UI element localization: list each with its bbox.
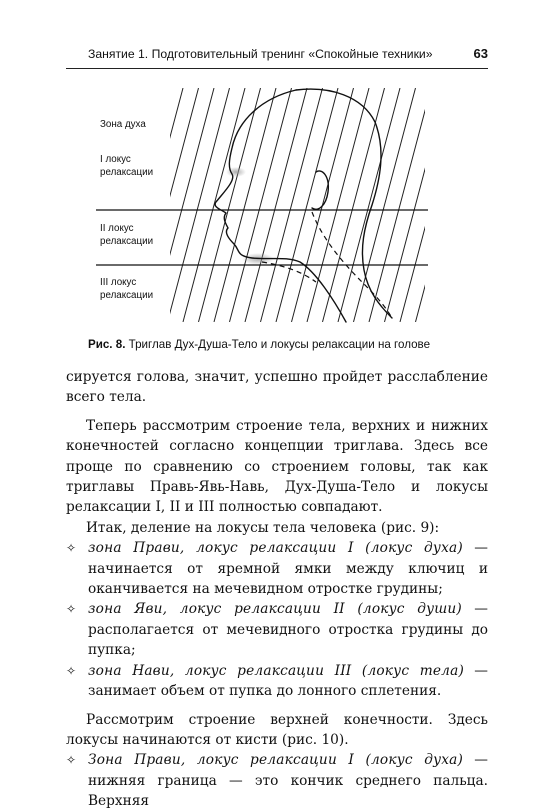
figure-caption [88,338,488,351]
paragraph: Теперь рассмотрим строение тела, верхних и нижних конечностей согласно концепции триглава. Здесь все проще по сравнению со строением головы, так как триглавы Правь-Явь-Навь, Дух-Душа-Тело и локусы релаксации I, II и III полностью совпадают. [66,416,488,518]
hatch-line [416,88,478,322]
hatch-line [385,88,447,322]
caption-label: Рис. 8. [88,338,125,351]
list-item [66,661,488,702]
hatch-line [214,88,276,322]
hatch-line [199,88,261,322]
hatch-line [478,88,540,322]
hatch-line [307,88,369,322]
hatch-line [540,88,547,322]
triglav-head-figure [0,0,547,340]
list-item-term: зона Нави, локус релаксации III (локус тела) [88,663,464,679]
hatch-line [400,88,462,322]
hatch-line [230,88,292,322]
page-number: 63 [474,46,488,61]
hatch-line [276,88,338,322]
zone-label-locus-2: II локус релаксации [100,222,160,248]
bullet-star-icon: ✧ [66,538,88,599]
list-item-term: зона Яви, локус релаксации II (локус души) [88,601,462,617]
head-profile-outline [215,89,392,322]
list-item-text: — нижняя граница — это кончик среднего пальца. Верхняя [88,752,488,809]
bullet-star-icon: ✧ [66,599,88,660]
hatch-line [369,88,431,322]
caption-text: Триглав Дух-Душа-Тело и локусы релаксации на голове [129,338,430,351]
hatch-line [183,88,245,322]
list-item [66,750,488,811]
list-item-text: — занимает объем от пупка до лонного сплетения. [88,663,488,699]
list-item [66,599,488,660]
hatch-line [168,88,230,322]
bullet-star-icon: ✧ [66,661,88,702]
hatch-line [509,88,547,322]
list-item-text: — начинается от яремной ямки между ключиц и оканчивается на мечевидном отростке грудины; [88,540,488,597]
hatch-line [354,88,416,322]
list-item [66,538,488,599]
paragraph: Рассмотрим строение верхней конечности. Здесь локусы начинаются от кисти (рис. 10). [66,710,488,751]
list-item-term: Зона Прави, локус релаксации I (локус духа) [88,752,463,768]
hatch-line [261,88,323,322]
hatch-line [431,88,493,322]
list-item-term: зона Прави, локус релаксации I (локус духа) [88,540,463,556]
hatch-line [447,88,509,322]
zone-label-spirit: Зона духа [100,118,146,131]
hatch-line [493,88,547,322]
hatch-line [245,88,307,322]
hatch-line [524,88,547,322]
shade-brow [226,167,246,177]
body-text [66,367,488,812]
zone-label-locus-1: I локус релаксации [100,153,160,179]
bullet-star-icon: ✧ [66,750,88,811]
zone-label-locus-3: III локус релаксации [100,276,164,302]
hatch-line [462,88,524,322]
paragraph: сируется голова, значит, успешно пройдет расслабление всего тела. [66,367,488,408]
running-title: Занятие 1. Подготовительный тренинг «Спокойные техники» [88,47,433,61]
list-item-text: — располагается от мечевидного отростка грудины до пупка; [88,601,488,658]
paragraph: Итак, деление на локусы тела человека (рис. 9): [66,518,488,538]
